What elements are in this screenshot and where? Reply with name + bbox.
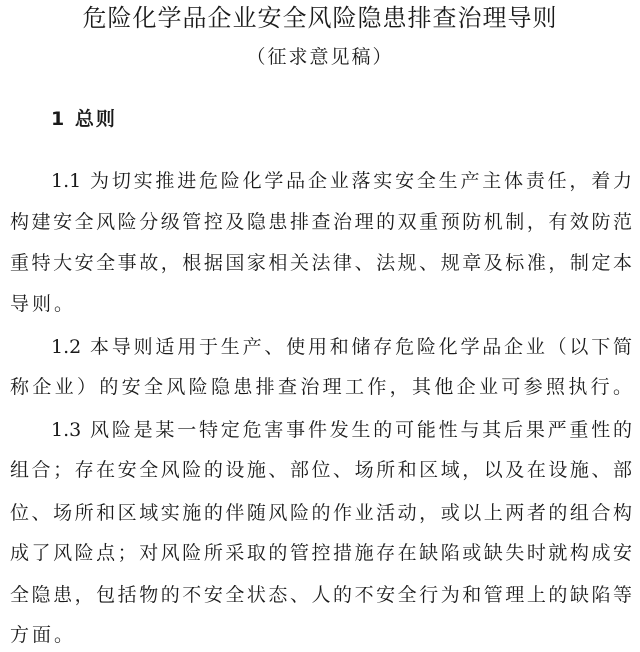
paragraph-1-1-line-1: 1.1 为切实推进危险化学品企业落实安全生产主体责任，着力 (51, 170, 632, 192)
paragraph-1-3-line-1: 1.3 风险是某一特定危害事件发生的可能性与其后果严重性的 (51, 419, 632, 441)
paragraph-1-1-line-4: 导则。 (10, 293, 77, 315)
section-heading: 1 总则 (51, 108, 117, 130)
paragraph-1-3-line-6: 方面。 (10, 624, 77, 646)
paragraph-1-2-line-1: 1.2 本导则适用于生产、使用和储存危险化学品企业（以下简 (51, 336, 632, 358)
paragraph-1-3-line-3: 位、场所和区域实施的伴随风险的作业活动，或以上两者的组合构 (10, 502, 632, 524)
document-title: 危险化学品企业安全风险隐患排查治理导则 (82, 4, 558, 32)
paragraph-1-1-line-2: 构建安全风险分级管控及隐患排查治理的双重预防机制，有效防范 (10, 211, 632, 233)
document-subtitle: （征求意见稿） (246, 46, 394, 68)
paragraph-1-2-line-2: 称企业）的安全风险隐患排查治理工作，其他企业可参照执行。 (10, 376, 632, 398)
paragraph-1-3-line-5: 全隐患，包括物的不安全状态、人的不安全行为和管理上的缺陷等 (10, 584, 632, 606)
paragraph-1-1-line-3: 重特大安全事故，根据国家相关法律、法规、规章及标准，制定本 (10, 252, 632, 274)
paragraph-1-3-line-4: 成了风险点；对风险所采取的管控措施存在缺陷或缺失时就构成安 (10, 542, 632, 564)
paragraph-1-3-line-2: 组合；存在安全风险的设施、部位、场所和区域，以及在设施、部 (10, 459, 632, 481)
